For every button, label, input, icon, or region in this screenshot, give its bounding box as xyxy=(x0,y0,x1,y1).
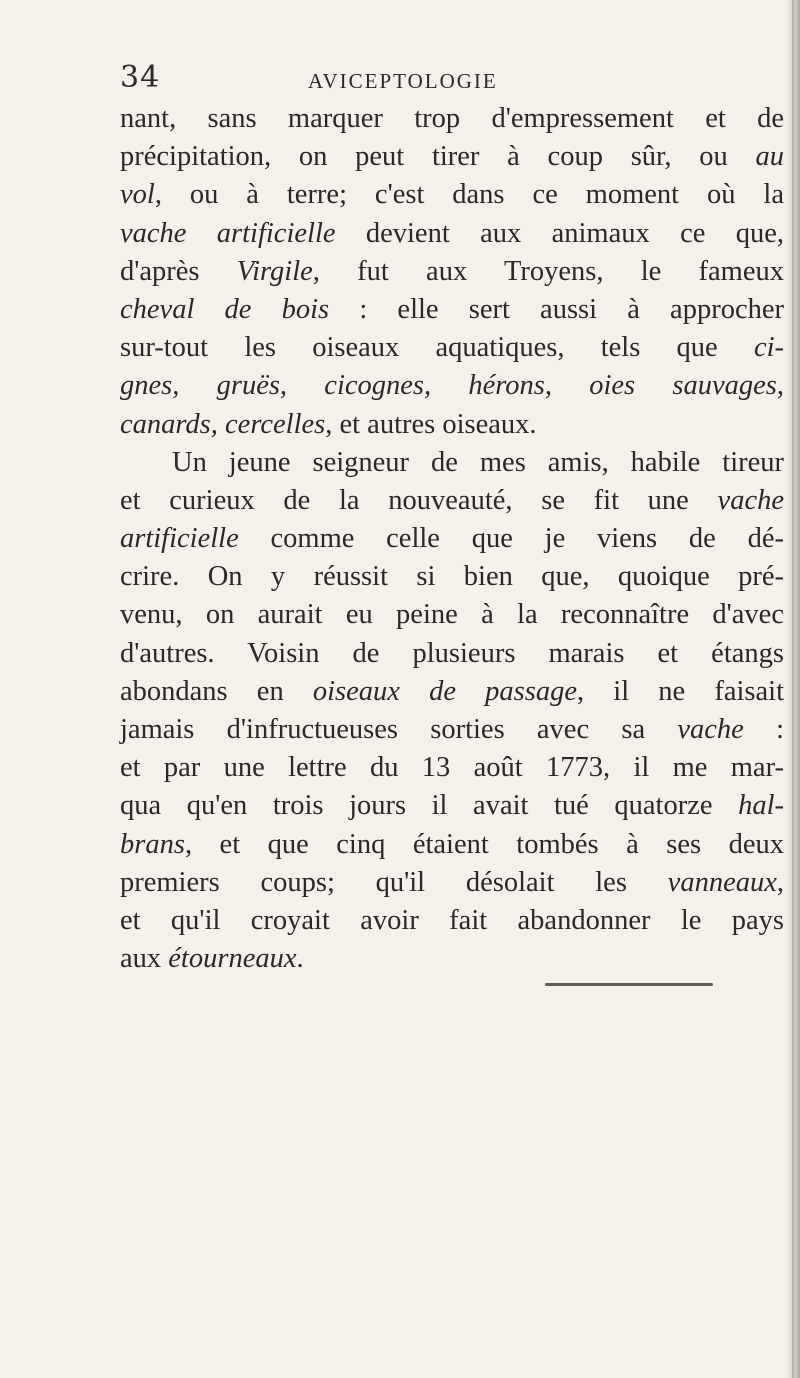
text-line: aux étourneaux. xyxy=(120,943,304,975)
text-line: vache artificielle devient aux animaux ce que, xyxy=(120,217,784,249)
section-rule xyxy=(545,983,713,986)
text-line: et par une lettre du 13 août 1773, il me mar- xyxy=(120,752,784,784)
text-line: sur-tout les oiseaux aquatiques, tels que ci- xyxy=(120,332,784,364)
running-head xyxy=(120,60,780,100)
text-line: gnes, gruës, cicognes, hérons, oies sauvages, xyxy=(120,370,784,402)
text-line: cheval de bois : elle sert aussi à approcher xyxy=(120,293,784,325)
text-line: jamais d'infructueuses sorties avec sa vache : xyxy=(120,714,785,745)
running-title: AVICEPTOLOGIE xyxy=(308,69,498,93)
text-line: vol, ou à terre; c'est dans ce moment où la xyxy=(120,179,784,211)
text-line: Un jeune seigneur de mes amis, habile tireur xyxy=(172,446,784,478)
text-line: crire. On y réussit si bien que, quoique pré- xyxy=(120,561,784,593)
body-text xyxy=(120,100,784,978)
text-line: et qu'il croyait avoir fait abandonner le pays xyxy=(120,904,784,936)
text-line: artificielle comme celle que je viens de dé- xyxy=(120,523,784,555)
text-line: abondans en oiseaux de passage, il ne faisait xyxy=(120,675,784,707)
page-number: 34 xyxy=(120,60,161,95)
text-line: premiers coups; qu'il désolait les vanneaux, xyxy=(120,866,784,898)
text-line: brans, et que cinq étaient tombés à ses deux xyxy=(120,828,784,860)
text-line: précipitation, on peut tirer à coup sûr, ou au xyxy=(120,141,785,173)
page-edge-line xyxy=(792,0,794,1378)
text-line: d'après Virgile, fut aux Troyens, le fameux xyxy=(120,255,784,287)
text-line: qua qu'en trois jours il avait tué quatorze hal- xyxy=(120,790,784,822)
text-line: d'autres. Voisin de plusieurs marais et étangs xyxy=(120,637,784,669)
text-line: nant, sans marquer trop d'empressement et de xyxy=(120,103,784,134)
text-line: canards, cercelles, et autres oiseaux. xyxy=(120,408,537,440)
text-line: venu, on aurait eu peine à la reconnaître d'avec xyxy=(120,599,784,631)
text-line: et curieux de la nouveauté, se fit une vache xyxy=(120,484,784,516)
